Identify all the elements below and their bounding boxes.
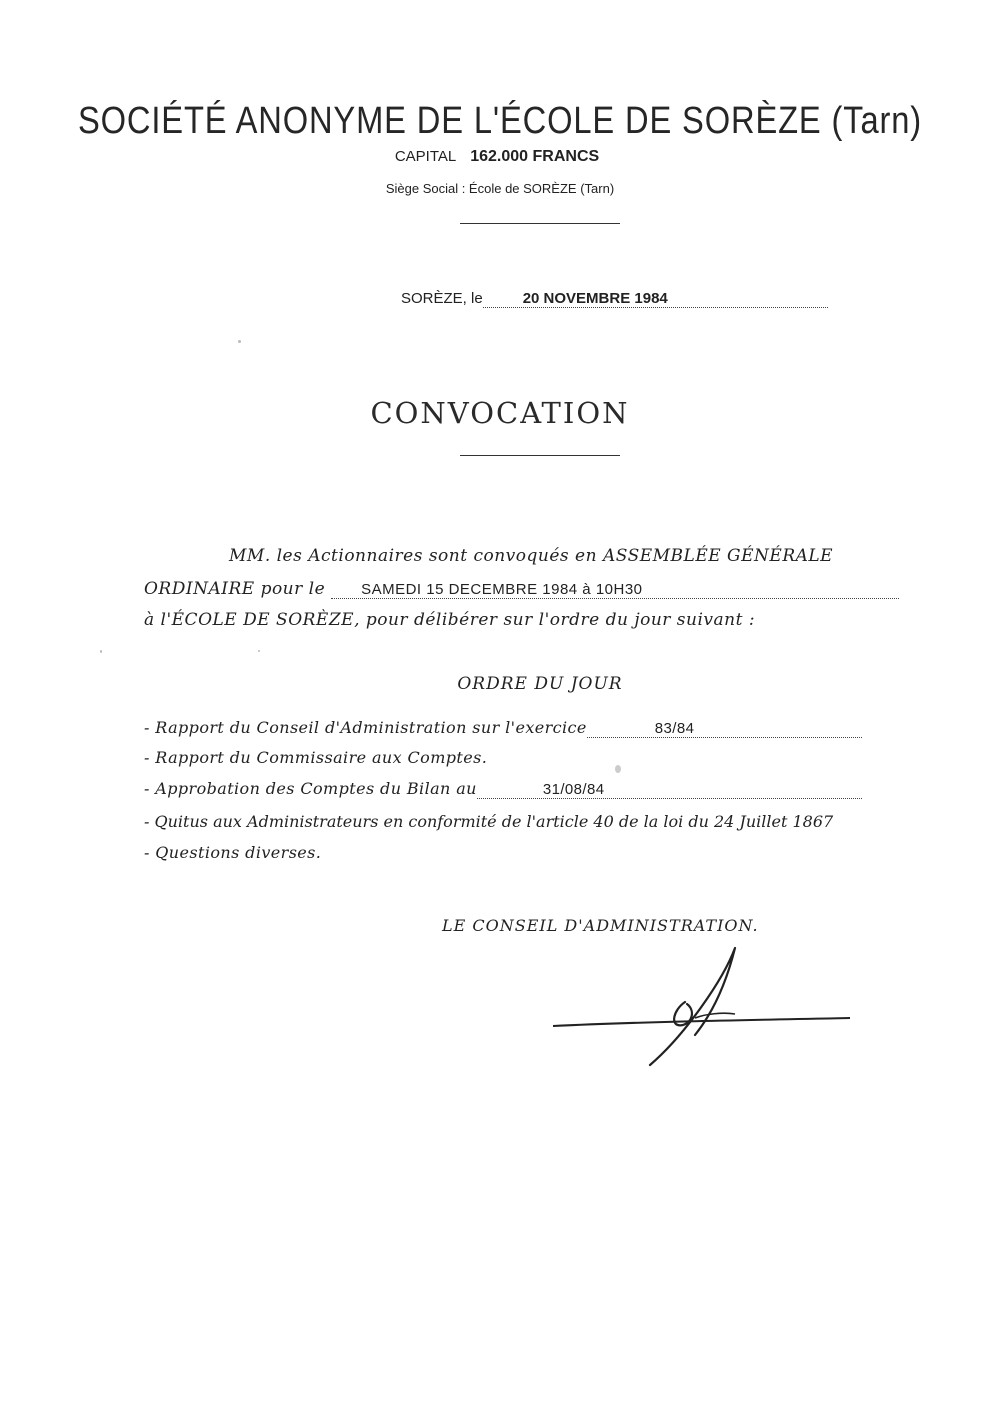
- document-title: CONVOCATION: [370, 396, 630, 430]
- capital-value: 162.000 FRANCS: [470, 148, 600, 165]
- signature: [545, 940, 865, 1080]
- body-line-2: ORDINAIRE pour le SAMEDI 15 DECEMBRE 1984 à 10H30: [144, 579, 899, 599]
- company-name: SOCIÉTÉ ANONYME DE L'ÉCOLE DE SORÈZE (Tarn): [77, 100, 923, 142]
- paper-speck: [100, 650, 102, 653]
- body-line-1: MM. les Actionnaires sont convoqués en ASSEMBLÉE GÉNÉRALE: [229, 546, 834, 566]
- date-prefix: SORÈZE, le: [401, 290, 483, 307]
- paper-speck: [238, 340, 241, 343]
- date-value: 20 NOVEMBRE 1984: [483, 290, 828, 308]
- agenda-heading: ORDRE DU JOUR: [457, 674, 623, 694]
- agenda-item-value: 83/84: [587, 720, 862, 738]
- agenda-item-value: 31/08/84: [477, 781, 862, 799]
- body-line-3: à l'ÉCOLE DE SORÈZE, pour délibérer sur l'ordre du jour suivant :: [144, 610, 756, 630]
- registered-office: Siège Social : École de SORÈZE (Tarn): [385, 181, 615, 196]
- agenda-item: - Rapport du Commissaire aux Comptes.: [144, 748, 488, 767]
- capital-label: CAPITAL: [394, 148, 457, 165]
- signatory-line: LE CONSEIL D'ADMINISTRATION.: [442, 916, 759, 935]
- agenda-item: - Quitus aux Administrateurs en conformité de l'article 40 de la loi du 24 Juillet 1867: [144, 812, 834, 831]
- date-line: [401, 290, 828, 308]
- agenda-item: - Rapport du Conseil d'Administration sur l'exercice 83/84: [144, 718, 862, 738]
- title-divider: [460, 455, 620, 456]
- header-divider: [460, 223, 620, 224]
- meeting-date-value: SAMEDI 15 DECEMBRE 1984 à 10H30: [331, 581, 899, 599]
- capital-line: [0, 148, 1000, 166]
- agenda-item: - Questions diverses.: [144, 843, 322, 862]
- paper-speck: [258, 650, 260, 652]
- paper-speck: [615, 765, 621, 773]
- agenda-item: - Approbation des Comptes du Bilan au 31/08/84: [144, 779, 862, 799]
